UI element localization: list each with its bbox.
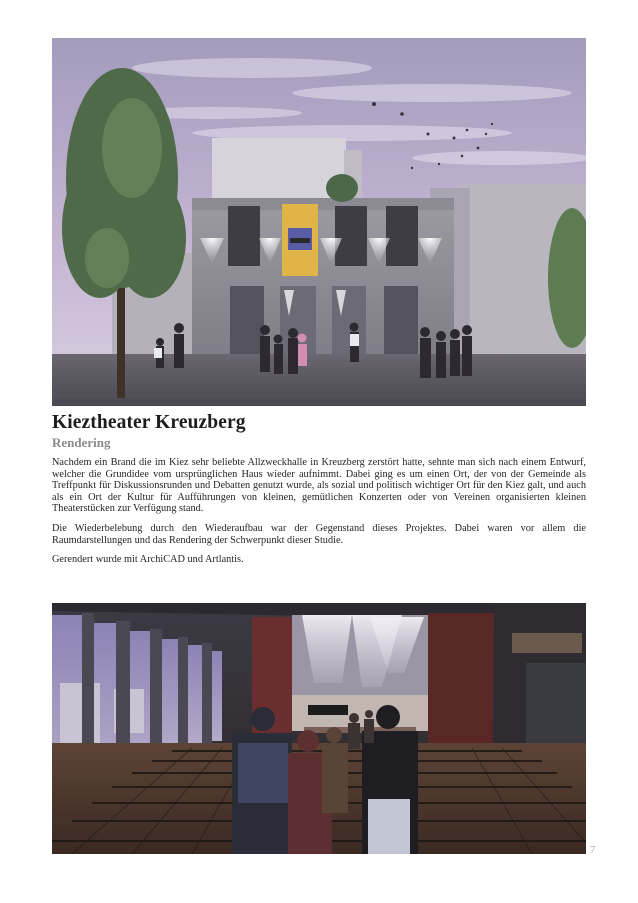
page-title: Kieztheater Kreuzberg	[52, 412, 246, 433]
paragraph-3: Gerendert wurde mit ArchiCAD und Artlantis.	[52, 554, 244, 566]
exterior-rendering-graphic	[52, 38, 586, 406]
body-text	[52, 457, 586, 574]
page-number: 7	[590, 844, 596, 856]
interior-rendering-graphic	[52, 603, 586, 854]
paragraph-2: Die Wiederbelebung durch den Wiederaufbau war der Gegenstand dieses Projektes. Dabei waren vor allem die Raumdarstellungen und das Rendering der Schwerpunkt dieser Studie.	[52, 522, 586, 546]
paragraph-1: Nachdem ein Brand die im Kiez sehr beliebte Allzweckhalle in Kreuzberg zerstört hatte, sehnte man sich nach einem Entwurf, welcher die Grundidee vom ursprünglichen Haus wieder aufnimmt. Dabei ging es um einen Ort, der von der Gemeinde als Treffpunkt für Diskussionsrunden und Debatten genutzt wurde, als sozial und politisch wichtiger Ort für den Kiez galt, und auch als ein Ort der Kultur für Aufführungen von kleinen, gemütlichen Konzerten oder von Vereinen organisierten kleinen Theaterstücken zur Verfügung stand.	[52, 457, 586, 515]
page-subtitle: Rendering	[52, 435, 111, 450]
interior-rendering-image	[52, 603, 586, 854]
exterior-rendering-image	[52, 38, 586, 406]
